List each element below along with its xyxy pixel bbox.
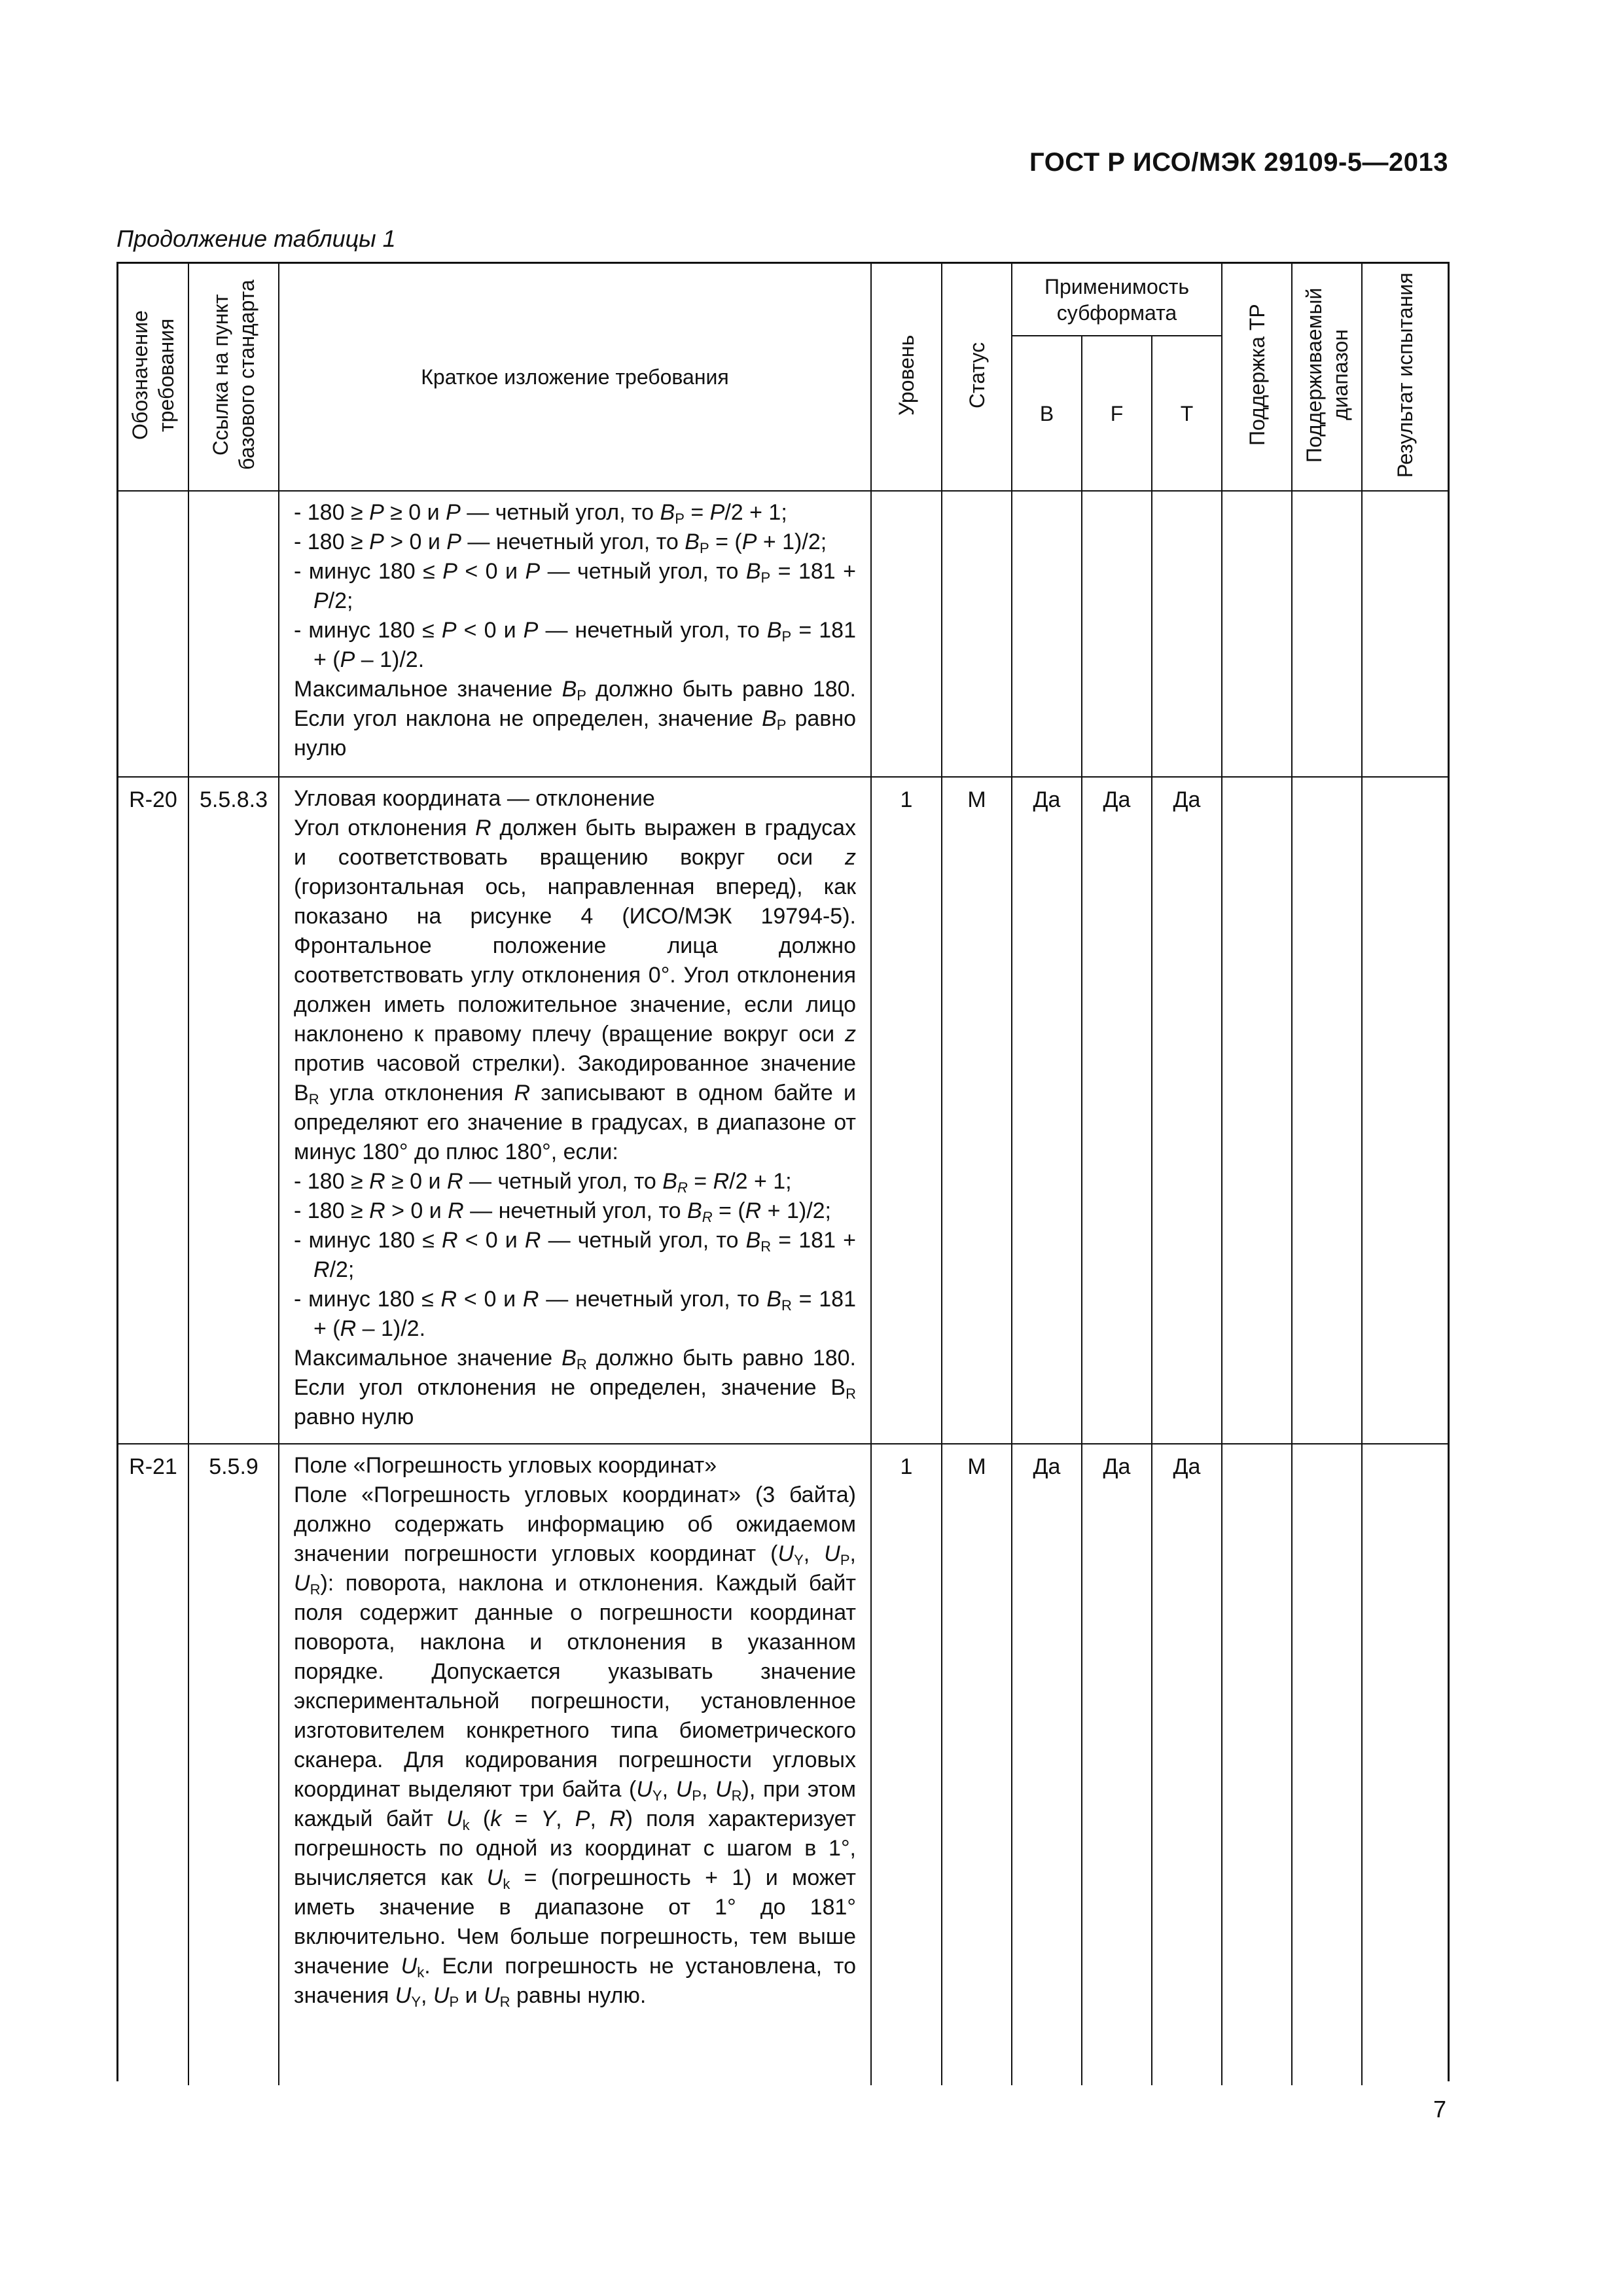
header-subformat-f: F <box>1082 336 1152 491</box>
header-tp-support: Поддержка ТР <box>1222 264 1292 491</box>
header-reference: Ссылка на пункт базового стандарта <box>188 264 279 491</box>
row-r20-status: M <box>942 777 1012 1444</box>
requirements-table <box>118 264 1448 2085</box>
row-r21-f: Да <box>1082 1444 1152 2085</box>
table-row <box>118 777 1448 1444</box>
row-r21-tp-support <box>1222 1444 1292 2085</box>
row-r21-supported-range <box>1292 1444 1362 2085</box>
row-0-f <box>1082 491 1152 777</box>
row-r21-id: R-21 <box>118 1444 188 2085</box>
table-row <box>118 491 1448 777</box>
row-r20-description: Угловая координата — отклонение Угол отклонения R должен быть выражен в градусах и соответствовать вращению вокруг оси z (горизонтальная ось, направленная вперед), как показано на рисунке 4 (ИСО/МЭК 19794-5). Фронтальное положение лица должно соответствовать углу отклонения 0°. Угол отклонения должен иметь положительное значение, если лицо наклонено к правому плечу (вращение вокруг оси z против часовой стрелки). Закодированное значение $B_R$ угла отклонения R записывают в одном байте и определяют его значение в градусах, в диапазоне от минус 180° до плюс 180°, если: - 180 ≥ R ≥ 0 и R — четный угол, то $B_R = R/2 + 1$; - 180 ≥ R > 0 и R — нечетный угол, то $B_R = (R + 1)/2$; - минус 180 ≤ R < 0 и R — четный угол, то $B_R = 181 + R/2$; - минус 180 ≤ R < 0 и R — нечетный угол, то $B_R = 181 + (R - 1)/2$. Максимальное значение $B_R$ должно быть равно 180. Если угол отклонения не определен, значение $B_R$ равно нулю <box>279 777 871 1444</box>
row-r21-b: Да <box>1012 1444 1082 2085</box>
row-0-status <box>942 491 1012 777</box>
row-0-id <box>118 491 188 777</box>
header-test-result: Результат испытания <box>1362 264 1448 491</box>
header-status: Статус <box>942 264 1012 491</box>
row-r20-level: 1 <box>871 777 942 1444</box>
row-0-test-result <box>1362 491 1448 777</box>
row-0-level <box>871 491 942 777</box>
row-0-t <box>1152 491 1222 777</box>
row-r20-supported-range <box>1292 777 1362 1444</box>
row-r21-title: Поле «Погрешность угловых координат» <box>294 1453 717 1478</box>
row-0-ref <box>188 491 279 777</box>
header-summary: Краткое изложение требования <box>279 264 871 491</box>
row-r21-status: M <box>942 1444 1012 2085</box>
requirements-table-frame <box>116 262 1450 2081</box>
row-r20-tp-support <box>1222 777 1292 1444</box>
row-r20-title: Угловая координата — отклонение <box>294 786 655 811</box>
header-level: Уровень <box>871 264 942 491</box>
row-r20-id: R-20 <box>118 777 188 1444</box>
header-supported-range: Поддерживаемый диапазон <box>1292 264 1362 491</box>
header-subformat-t: T <box>1152 336 1222 491</box>
row-r20-f: Да <box>1082 777 1152 1444</box>
row-r21-level: 1 <box>871 1444 942 2085</box>
row-r20-t: Да <box>1152 777 1222 1444</box>
row-0-b <box>1012 491 1082 777</box>
table-row <box>118 1444 1448 2085</box>
row-r20-b: Да <box>1012 777 1082 1444</box>
page-number: 7 <box>1433 2096 1446 2123</box>
row-r21-test-result <box>1362 1444 1448 2085</box>
row-0-tp-support <box>1222 491 1292 777</box>
row-r20-test-result <box>1362 777 1448 1444</box>
row-0-description: - 180 ≥ P ≥ 0 и P — четный угол, то $B_P = P/2 + 1$; - 180 ≥ P > 0 и P — нечетный угол, то $B_P = (P + 1)/2$; - минус 180 ≤ P < 0 и P — четный угол, то $B_P = 181 + P/2$; - минус 180 ≤ P < 0 и P — нечетный угол, то $B_P = 181 + (P - 1)/2$. Максимальное значение $B_P$ должно быть равно 180. Если угол наклона не определен, значение $B_P$ равно нулю <box>279 491 871 777</box>
header-designation: Обозначение требования <box>118 264 188 491</box>
row-0-supported-range <box>1292 491 1362 777</box>
header-subformat-b: B <box>1012 336 1082 491</box>
row-r21-t: Да <box>1152 1444 1222 2085</box>
row-r21-description: Поле «Погрешность угловых координат» Поле «Погрешность угловых координат» (3 байта) должно содержать информацию об ожидаемом значении погрешности угловых координат ($U_Y$, $U_P$, $U_R$): поворота, наклона и отклонения. Каждый байт поля содержит данные о погрешности координат поворота, наклона и отклонения в указанном порядке. Допускается указывать значение экспериментальной погрешности, установленное изготовителем конкретного типа биометрического сканера. Для кодирования погрешности угловых координат выделяют три байта ($U_Y$, $U_P$, $U_R$), при этом каждый байт $U_k$ (k = Y, P, R) поля характеризует погрешность по одной из координат с шагом в 1°, вычисляется как $U_k$ = (погрешность + 1) и может иметь значение в диапазоне от 1° до 181° включительно. Чем больше погрешность, тем выше значение $U_k$. Если погрешность не установлена, то значения $U_Y$, $U_P$ и $U_R$ равны нулю. <box>279 1444 871 2085</box>
row-r20-ref: 5.5.8.3 <box>188 777 279 1444</box>
document-standard-header: ГОСТ Р ИСО/МЭК 29109-5—2013 <box>1029 148 1448 177</box>
table-continuation-caption: Продолжение таблицы 1 <box>116 225 396 252</box>
header-applicability: Применимость субформата <box>1012 264 1222 336</box>
row-r21-ref: 5.5.9 <box>188 1444 279 2085</box>
